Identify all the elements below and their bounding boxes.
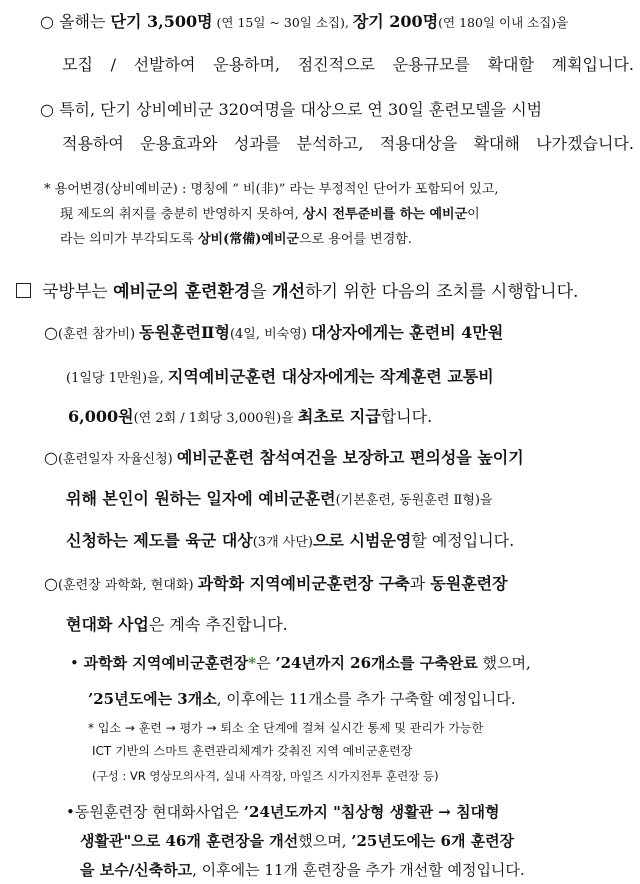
circle-bullet-icon: ○ — [44, 574, 58, 593]
item-training-fee: ○(훈련 참가비) 동원훈련Ⅱ형(4일, 비숙영) 대상자에게는 훈련비 4만원 — [44, 323, 504, 342]
item-training-fee-line2: (1일당 1만원)을, 지역예비군훈련 대상자에게는 작계훈련 교통비 — [66, 367, 494, 386]
item-self-scheduling-line2: 위해 본인이 원하는 일자에 예비군훈련(기본훈련, 동원훈련 Ⅱ형)을 — [66, 489, 493, 508]
note-ict-ground-line2: ICT 기반의 스마트 훈련관리체계가 갖춰진 지역 예비군훈련장 — [92, 744, 413, 758]
note-term-change-line3: 라는 의미가 부각되도록 상비(常備)예비군으로 용어를 변경함. — [60, 232, 412, 247]
bullet-mobilization-ground-line2: 생활관"으로 46개 훈련장을 개선했으며, ’25년도에는 6개 훈련장 — [80, 832, 515, 850]
note-ict-ground-line3: (구성 : VR 영상모의사격, 실내 사격장, 마일즈 시가지전투 훈련장 등) — [92, 769, 439, 783]
circle-bullet-icon: ○ — [44, 448, 58, 467]
bullet-mobilization-ground: •동원훈련장 현대화사업은 ’24년도까지 "침상형 생활관 → 침대형 — [66, 803, 500, 821]
paragraph-annual-plan-cont: 모집 / 선발하여 운용하며, 점진적으로 운용규모를 확대할 계획입니다. — [62, 55, 634, 74]
bullet-icon: • — [70, 654, 79, 672]
bullet-icon: • — [66, 803, 75, 821]
section-heading: 국방부는 예비군의 훈련환경을 개선하기 위한 다음의 조치를 시행합니다. — [42, 282, 579, 302]
note-ict-ground: * 입소 → 훈련 → 평가 → 퇴소 全 단계에 걸쳐 실시간 통제 및 관리가 가능한 — [88, 721, 484, 735]
paragraph-pilot-model: ○ 특히, 단기 상비예비군 320여명을 대상으로 연 30일 훈련모델을 시범 — [40, 100, 543, 119]
note-term-change-line2: 現 제도의 취지를 충분히 반영하지 못하여, 상시 전투준비를 하는 예비군이 — [60, 207, 480, 222]
item-self-scheduling: ○(훈련일자 자율신청) 예비군훈련 참석여건을 보장하고 편의성을 높이기 — [44, 448, 524, 467]
item-training-ground: ○(훈련장 과학화, 현대화) 과학화 지역예비군훈련장 구축과 동원훈련장 — [44, 574, 508, 593]
asterisk-icon: * — [44, 182, 51, 197]
item-training-ground-line2: 현대화 사업은 계속 추진합니다. — [66, 615, 288, 634]
bullet-science-ground-line2: ’25년도에는 3개소, 이후에는 11개소를 추가 구축할 예정입니다. — [88, 690, 516, 708]
section-checkbox-icon — [16, 283, 31, 298]
circle-bullet-icon: ○ — [40, 12, 54, 31]
circle-bullet-icon: ○ — [44, 323, 58, 342]
circle-bullet-icon: ○ — [40, 100, 54, 119]
item-self-scheduling-line3: 신청하는 제도를 육군 대상(3개 사단)으로 시범운영할 예정입니다. — [66, 531, 515, 550]
bullet-science-ground: • 과학화 지역예비군훈련장*은 ’24년까지 26개소를 구축완료 했으며, — [70, 654, 531, 672]
asterisk-icon: * — [248, 654, 257, 672]
paragraph-pilot-model-cont: 적용하여 운용효과와 성과를 분석하고, 적용대상을 확대해 나가겠습니다. — [62, 134, 634, 153]
note-term-change: * 용어변경(상비예비군) : 명칭에 “ 비(非)” 라는 부정적인 단어가 포함되어 있고, — [44, 182, 499, 197]
asterisk-icon: * — [88, 721, 94, 735]
bullet-mobilization-ground-line3: 을 보수/신축하고, 이후에는 11개 훈련장을 추가 개선할 예정입니다. — [80, 861, 525, 879]
paragraph-annual-plan: ○ 올해는 단기 3,500명 (연 15일 ~ 30일 소집), 장기 200명(연 180일 이내 소집)을 — [40, 12, 569, 31]
item-training-fee-line3: 6,000원(연 2회 / 1회당 3,000원)을 최초로 지급합니다. — [68, 407, 433, 426]
